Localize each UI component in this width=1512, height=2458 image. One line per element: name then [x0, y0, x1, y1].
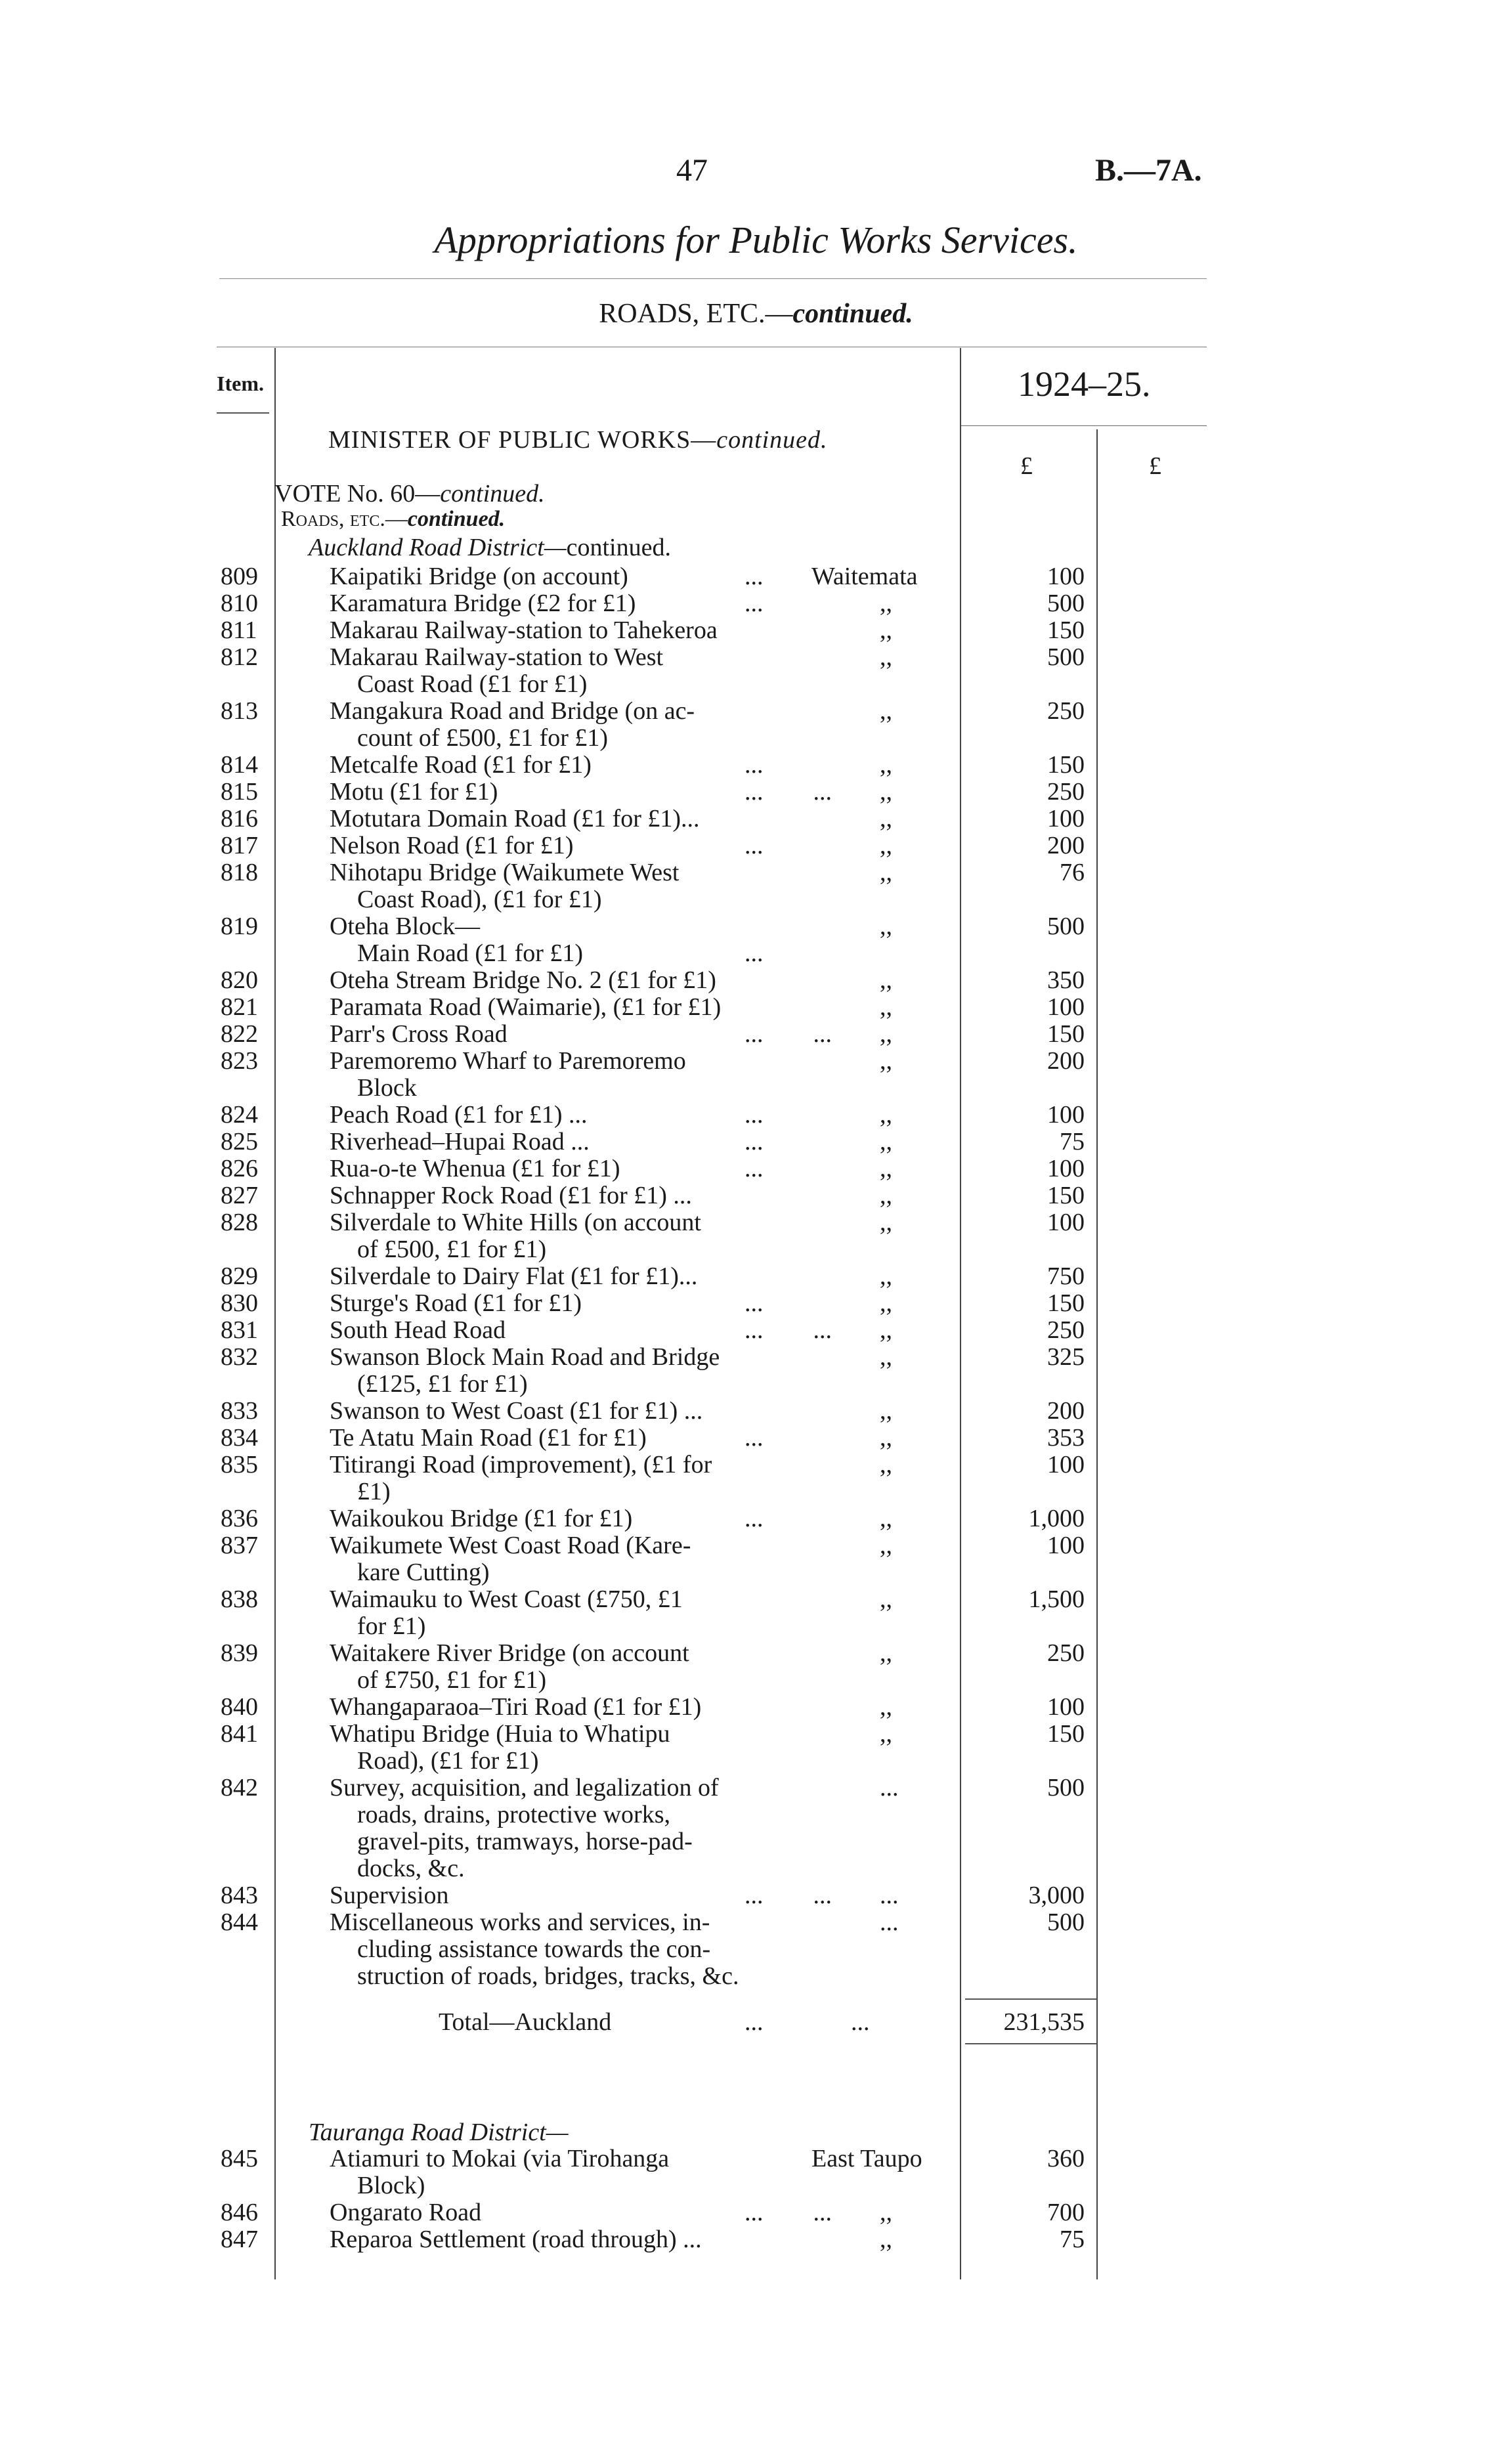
item-number: 820 — [221, 966, 258, 994]
item-number: 836 — [221, 1505, 258, 1532]
amount: 500 — [1047, 590, 1085, 617]
electorate: ,, — [880, 1532, 892, 1559]
amount: 100 — [1047, 1155, 1085, 1182]
page-number: 47 — [676, 153, 708, 188]
leader-dots: ... — [745, 1128, 764, 1155]
item-number: 814 — [221, 751, 258, 779]
item-number: 843 — [221, 1882, 258, 1909]
amount: 500 — [1047, 913, 1085, 940]
leader-dots: ... — [745, 1155, 764, 1182]
section-heading-suffix: continued. — [792, 299, 913, 329]
item-number: 840 — [221, 1693, 258, 1721]
item-description: South Head Road — [330, 1316, 506, 1344]
amount: 1,500 — [1028, 1585, 1085, 1613]
item-description: Kaipatiki Bridge (on account) — [330, 563, 628, 590]
item-number: 842 — [221, 1774, 258, 1801]
item-description: Waikumete West Coast Road (Kare- — [330, 1532, 691, 1559]
item-number: 824 — [221, 1101, 258, 1129]
item-description: Sturge's Road (£1 for £1) — [330, 1289, 582, 1317]
item-number: 816 — [221, 805, 258, 832]
amount: 150 — [1047, 616, 1085, 644]
item-number: 809 — [221, 563, 258, 590]
electorate: ,, — [880, 616, 892, 644]
item-number: 829 — [221, 1262, 258, 1290]
item-description: Titirangi Road (improvement), (£1 for — [330, 1451, 712, 1478]
item-description-continued: gravel-pits, tramways, horse-pad- — [357, 1828, 693, 1855]
leader-dots: ... ... — [745, 1882, 832, 1909]
amount: 150 — [1047, 1720, 1085, 1748]
item-description: Ongarato Road — [330, 2199, 482, 2226]
electorate: ,, — [880, 1693, 892, 1721]
item-number: 845 — [221, 2145, 258, 2172]
electorate: ... — [880, 1882, 899, 1909]
item-number: 815 — [221, 778, 258, 806]
ministry-heading-suffix: continued. — [716, 426, 828, 454]
ministry-heading — [328, 425, 828, 454]
item-description-continued: of £500, £1 for £1) — [357, 1236, 547, 1263]
item-description-continued: (£125, £1 for £1) — [357, 1370, 528, 1398]
amount: 353 — [1047, 1424, 1085, 1452]
electorate: ,, — [880, 1424, 892, 1452]
item-number: 838 — [221, 1585, 258, 1613]
leader-dots: ... — [745, 751, 764, 779]
item-number: 839 — [221, 1639, 258, 1667]
item-number: 831 — [221, 1316, 258, 1344]
item-description: Schnapper Rock Road (£1 for £1) ... — [330, 1182, 692, 1209]
total-amount: 231,535 — [1003, 2008, 1085, 2036]
leader-dots: ... — [745, 1101, 764, 1129]
total-leader-dots-2: ... — [851, 2008, 870, 2036]
amount-column-rule — [1096, 429, 1098, 2279]
amount: 200 — [1047, 1047, 1085, 1075]
year-header-rule — [961, 425, 1207, 426]
roads-subheading-suffix: continued. — [407, 507, 506, 531]
section-heading — [0, 298, 1512, 330]
leader-dots: ... — [745, 939, 764, 967]
electorate: ,, — [880, 859, 892, 886]
district-heading-tauranga — [309, 2118, 569, 2147]
item-number: 817 — [221, 832, 258, 859]
item-description-continued: Coast Road), (£1 for £1) — [357, 886, 602, 913]
item-number: 847 — [221, 2226, 258, 2253]
electorate: ,, — [880, 1209, 892, 1236]
item-number: 827 — [221, 1182, 258, 1209]
item-number: 833 — [221, 1397, 258, 1425]
item-number: 813 — [221, 697, 258, 725]
total-top-rule — [965, 1998, 1096, 2000]
item-description-continued: Block) — [357, 2172, 425, 2199]
total-label: Total—Auckland — [439, 2008, 612, 2036]
leader-dots: ... — [745, 1289, 764, 1317]
item-column-rule — [274, 348, 276, 2279]
item-number: 823 — [221, 1047, 258, 1075]
amount: 500 — [1047, 1908, 1085, 1936]
item-description: Nihotapu Bridge (Waikumete West — [330, 859, 680, 886]
item-description: Paremoremo Wharf to Paremoremo — [330, 1047, 686, 1075]
pound-unit-col1: £ — [1020, 452, 1033, 480]
leader-dots: ... — [745, 832, 764, 859]
electorate: ,, — [880, 1047, 892, 1075]
amount: 100 — [1047, 1101, 1085, 1129]
item-description: Karamatura Bridge (£2 for £1) — [330, 590, 636, 617]
electorate: ,, — [880, 1020, 892, 1048]
item-number: 812 — [221, 643, 258, 671]
district-suffix-auckland: continued. — [566, 534, 671, 561]
vote-heading-suffix: continued. — [440, 480, 545, 507]
item-description: Waikoukou Bridge (£1 for £1) — [330, 1505, 633, 1532]
amount: 75 — [1060, 2226, 1085, 2253]
item-description: Te Atatu Main Road (£1 for £1) — [330, 1424, 647, 1452]
item-description-continued: Block — [357, 1074, 417, 1102]
leader-dots: ... ... — [745, 1316, 832, 1344]
electorate: ,, — [880, 1720, 892, 1748]
item-description: Makarau Railway-station to Tahekeroa — [330, 616, 718, 644]
item-description: Mangakura Road and Bridge (on ac- — [330, 697, 695, 725]
item-number: 835 — [221, 1451, 258, 1478]
amount: 200 — [1047, 832, 1085, 859]
amount: 500 — [1047, 1774, 1085, 1801]
item-description: Peach Road (£1 for £1) ... — [330, 1101, 588, 1129]
electorate: ,, — [880, 1182, 892, 1209]
item-number: 830 — [221, 1289, 258, 1317]
item-description-continued: £1) — [357, 1478, 391, 1505]
pound-unit-col2: £ — [1149, 452, 1161, 480]
item-number: 844 — [221, 1908, 258, 1936]
ministry-heading-prefix: MINISTER OF PUBLIC WORKS— — [328, 426, 717, 454]
electorate: ,, — [880, 1397, 892, 1425]
item-number: 841 — [221, 1720, 258, 1748]
electorate: ,, — [880, 2226, 892, 2253]
item-description: Silverdale to White Hills (on account — [330, 1209, 701, 1236]
electorate: ... — [880, 1908, 899, 1936]
electorate: ,, — [880, 1289, 892, 1317]
document-reference: B.—7A. — [1095, 153, 1202, 188]
leader-dots: ... — [745, 590, 764, 617]
item-number: 826 — [221, 1155, 258, 1182]
amount: 100 — [1047, 1693, 1085, 1721]
amount: 250 — [1047, 1639, 1085, 1667]
electorate: ,, — [880, 1585, 892, 1613]
item-description-continued: cluding assistance towards the con- — [357, 1935, 711, 1963]
electorate: ,, — [880, 1155, 892, 1182]
item-number: 819 — [221, 913, 258, 940]
item-description-continued: kare Cutting) — [357, 1559, 490, 1586]
page-title: Appropriations for Public Works Services. — [434, 219, 1078, 261]
item-description: Silverdale to Dairy Flat (£1 for £1)... — [330, 1262, 698, 1290]
electorate: ,, — [880, 1639, 892, 1667]
leader-dots: ... — [745, 563, 764, 590]
item-description-continued: for £1) — [357, 1612, 426, 1640]
item-number: 825 — [221, 1128, 258, 1155]
item-description: Whangaparaoa–Tiri Road (£1 for £1) — [330, 1693, 702, 1721]
electorate: ,, — [880, 1101, 892, 1129]
amount: 150 — [1047, 1182, 1085, 1209]
item-description: Makarau Railway-station to West — [330, 643, 664, 671]
item-description: Waitakere River Bridge (on account — [330, 1639, 689, 1667]
item-description: Survey, acquisition, and legalization of — [330, 1774, 719, 1801]
district-name-auckland: Auckland Road District— — [309, 534, 567, 561]
item-description: Supervision — [330, 1882, 449, 1909]
title-rule — [219, 278, 1207, 279]
total-bottom-rule — [965, 2043, 1096, 2044]
item-description: Paramata Road (Waimarie), (£1 for £1) — [330, 993, 722, 1021]
amount: 100 — [1047, 805, 1085, 832]
item-description: Riverhead–Hupai Road ... — [330, 1128, 590, 1155]
item-description-continued: Road), (£1 for £1) — [357, 1747, 539, 1775]
electorate: ,, — [880, 590, 892, 617]
item-number: 828 — [221, 1209, 258, 1236]
year-column-header: 1924–25. — [1018, 364, 1151, 404]
electorate: ,, — [880, 913, 892, 940]
item-number: 811 — [221, 616, 257, 644]
electorate: ,, — [880, 993, 892, 1021]
item-description: Oteha Block— — [330, 913, 481, 940]
amount: 500 — [1047, 643, 1085, 671]
leader-dots: ... ... — [745, 2199, 832, 2226]
item-header-rule — [217, 412, 269, 414]
amount: 250 — [1047, 697, 1085, 725]
item-description: Motutara Domain Road (£1 for £1)... — [330, 805, 700, 832]
amount: 150 — [1047, 1020, 1085, 1048]
item-number: 834 — [221, 1424, 258, 1452]
vote-heading — [274, 479, 545, 508]
item-number: 810 — [221, 590, 258, 617]
amount: 350 — [1047, 966, 1085, 994]
item-number: 837 — [221, 1532, 258, 1559]
amount: 100 — [1047, 563, 1085, 590]
electorate: ... — [880, 1774, 899, 1801]
leader-dots: ... — [745, 1424, 764, 1452]
item-number: 822 — [221, 1020, 258, 1048]
amount: 100 — [1047, 1209, 1085, 1236]
roads-subheading-prefix: Roads, etc.— — [281, 507, 408, 531]
item-description: Miscellaneous works and services, in- — [330, 1908, 710, 1936]
item-description: Reparoa Settlement (road through) ... — [330, 2226, 702, 2253]
amount: 150 — [1047, 1289, 1085, 1317]
item-description: Oteha Stream Bridge No. 2 (£1 for £1) — [330, 966, 716, 994]
leader-dots: ... ... — [745, 778, 832, 806]
total-leader-dots: ... — [745, 2008, 764, 2036]
electorate: ,, — [880, 1316, 892, 1344]
amount: 100 — [1047, 993, 1085, 1021]
item-number: 821 — [221, 993, 258, 1021]
item-number: 832 — [221, 1343, 258, 1371]
district-name-tauranga: Tauranga Road District— — [309, 2119, 569, 2146]
item-description-continued: Coast Road (£1 for £1) — [357, 670, 588, 698]
leader-dots: ... — [745, 1505, 764, 1532]
amount: 200 — [1047, 1397, 1085, 1425]
electorate: ,, — [880, 1505, 892, 1532]
amount: 100 — [1047, 1451, 1085, 1478]
amount: 150 — [1047, 751, 1085, 779]
item-description-continued: struction of roads, bridges, tracks, &c. — [357, 1962, 739, 1990]
item-description: Nelson Road (£1 for £1) — [330, 832, 574, 859]
item-description-continued: Main Road (£1 for £1) — [357, 939, 584, 967]
amount: 1,000 — [1028, 1505, 1085, 1532]
item-description: Whatipu Bridge (Huia to Whatipu — [330, 1720, 670, 1748]
electorate: ,, — [880, 697, 892, 725]
electorate: ,, — [880, 2199, 892, 2226]
amount: 325 — [1047, 1343, 1085, 1371]
item-description: Parr's Cross Road — [330, 1020, 508, 1048]
amount: 100 — [1047, 1532, 1085, 1559]
item-description: Atiamuri to Mokai (via Tirohanga — [330, 2145, 670, 2172]
item-description-continued: count of £500, £1 for £1) — [357, 724, 609, 752]
electorate: ,, — [880, 751, 892, 779]
amount: 76 — [1060, 859, 1085, 886]
amount: 3,000 — [1028, 1882, 1085, 1909]
item-description: Waimauku to West Coast (£750, £1 — [330, 1585, 683, 1613]
electorate: ,, — [880, 643, 892, 671]
electorate: ,, — [880, 832, 892, 859]
item-description: Metcalfe Road (£1 for £1) — [330, 751, 592, 779]
item-column-header: Item. — [217, 372, 264, 395]
leader-dots: ... ... — [745, 1020, 832, 1048]
amount: 75 — [1060, 1128, 1085, 1155]
amount: 360 — [1047, 2145, 1085, 2172]
electorate: ,, — [880, 778, 892, 806]
item-number: 818 — [221, 859, 258, 886]
electorate: ,, — [880, 966, 892, 994]
vote-heading-prefix: VOTE No. 60— — [274, 480, 441, 507]
item-description-continued: roads, drains, protective works, — [357, 1801, 670, 1828]
item-description: Swanson to West Coast (£1 for £1) ... — [330, 1397, 703, 1425]
electorate: ,, — [880, 1451, 892, 1478]
roads-subheading — [281, 507, 505, 532]
item-description: Swanson Block Main Road and Bridge — [330, 1343, 720, 1371]
electorate: ,, — [880, 1343, 892, 1371]
section-heading-prefix: ROADS, ETC.— — [599, 299, 793, 329]
amount: 750 — [1047, 1262, 1085, 1290]
electorate: East Taupo — [811, 2145, 922, 2172]
amount: 250 — [1047, 1316, 1085, 1344]
item-number: 846 — [221, 2199, 258, 2226]
electorate: Waitemata — [811, 563, 918, 590]
district-heading-auckland — [309, 533, 671, 562]
item-description: Rua-o-te Whenua (£1 for £1) — [330, 1155, 620, 1182]
electorate: ,, — [880, 1262, 892, 1290]
amount: 250 — [1047, 778, 1085, 806]
electorate: ,, — [880, 1128, 892, 1155]
amount: 700 — [1047, 2199, 1085, 2226]
item-description: Motu (£1 for £1) — [330, 778, 498, 806]
electorate: ,, — [880, 805, 892, 832]
item-description-continued: docks, &c. — [357, 1855, 465, 1882]
item-description-continued: of £750, £1 for £1) — [357, 1666, 547, 1694]
